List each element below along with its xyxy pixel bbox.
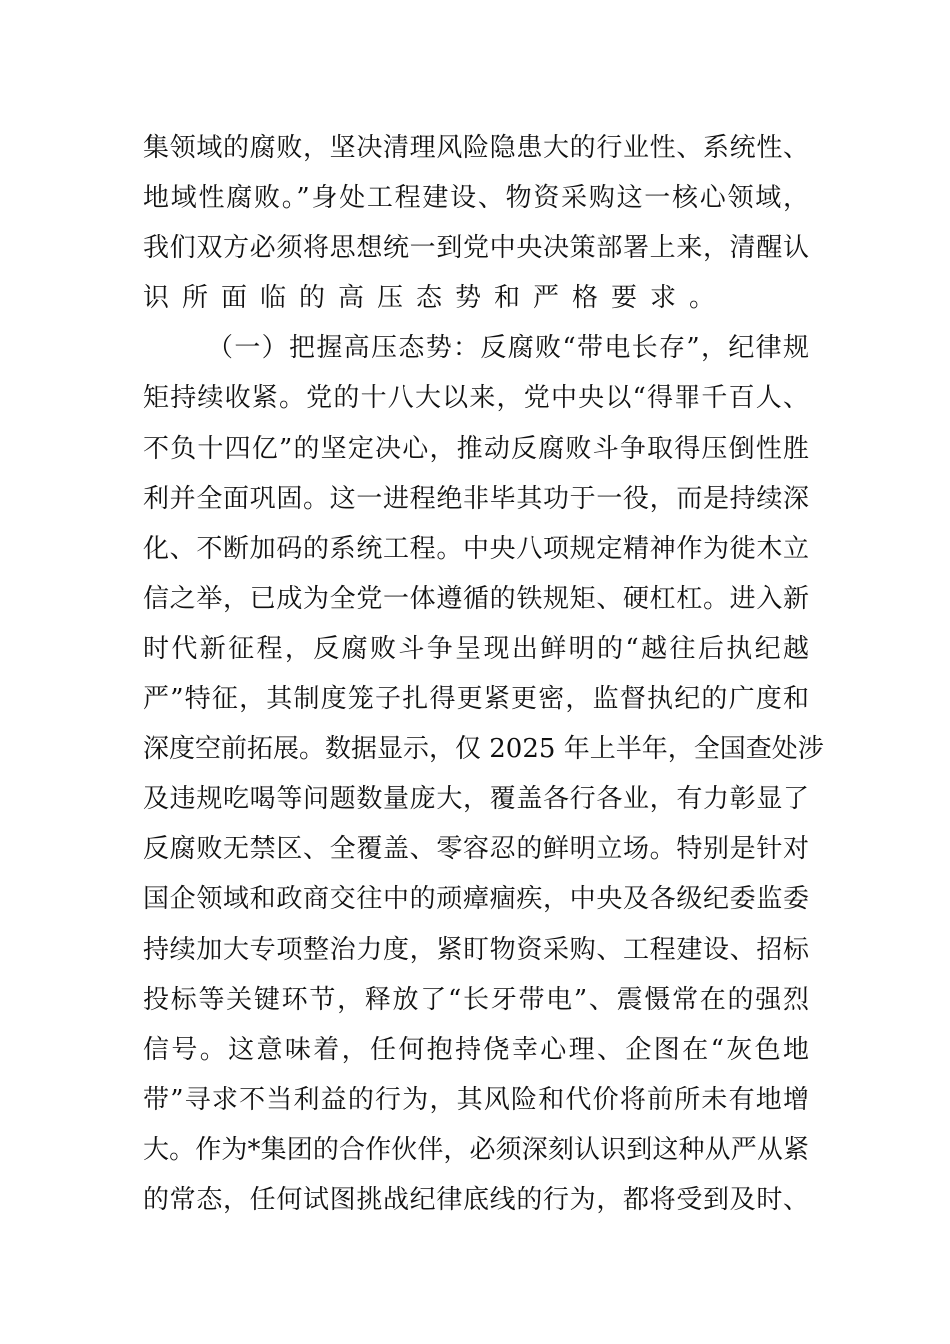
text-line: 投标等关键环节，释放了“长牙带电”、震慑常在的强烈 [143, 984, 809, 1015]
text-line: 国企领域和政商交往中的顽瘴痼疾，中央及各级纪委监委 [143, 884, 809, 915]
text-line: 不负十四亿”的坚定决心，推动反腐败斗争取得压倒性胜 [143, 433, 809, 464]
text-line: 严”特征，其制度笼子扎得更紧更密，监督执纪的广度和 [143, 684, 809, 715]
text-line: 我们双方必须将思想统一到党中央决策部署上来，清醒认 [143, 233, 809, 264]
text-line: 大。作为*集团的合作伙伴，必须深刻认识到这种从严从紧 [143, 1134, 809, 1165]
text-line: 深度空前拓展。数据显示，仅 2025 年上半年，全国查处涉 [143, 734, 824, 765]
text-line: 及违规吃喝等问题数量庞大，覆盖各行各业，有力彰显了 [143, 784, 809, 815]
text-line: 识所面临的高压态势和严格要求。 [143, 283, 729, 314]
text-line: 时代新征程，反腐败斗争呈现出鲜明的“越往后执纪越 [143, 633, 809, 664]
text-line: 矩持续收紧。党的十八大以来，党中央以“得罪千百人、 [143, 383, 809, 414]
text-line: 利并全面巩固。这一进程绝非毕其功于一役，而是持续深 [143, 483, 809, 514]
text-line: 集领域的腐败，坚决清理风险隐患大的行业性、系统性、 [143, 133, 809, 163]
text-line: 化、不断加码的系统工程。中央八项规定精神作为徙木立 [143, 533, 809, 564]
text-line: 的常态，任何试图挑战纪律底线的行为，都将受到及时、 [143, 1184, 809, 1215]
text-line: 信之举，已成为全党一体遵循的铁规矩、硬杠杠。进入新 [143, 583, 809, 614]
body-text [143, 123, 824, 1225]
section-heading-line: （一）把握高压态势：反腐败“带电长存”，纪律规 [207, 333, 809, 364]
text-line: 持续加大专项整治力度，紧盯物资采购、工程建设、招标 [143, 934, 809, 965]
text-line: 带”寻求不当利益的行为，其风险和代价将前所未有地增 [143, 1084, 809, 1115]
text-line: 反腐败无禁区、全覆盖、零容忍的鲜明立场。特别是针对 [143, 834, 809, 865]
text-line: 地域性腐败。”身处工程建设、物资采购这一核心领域， [143, 183, 809, 214]
text-line: 信号。这意味着，任何抱持侥幸心理、企图在“灰色地 [143, 1034, 809, 1065]
